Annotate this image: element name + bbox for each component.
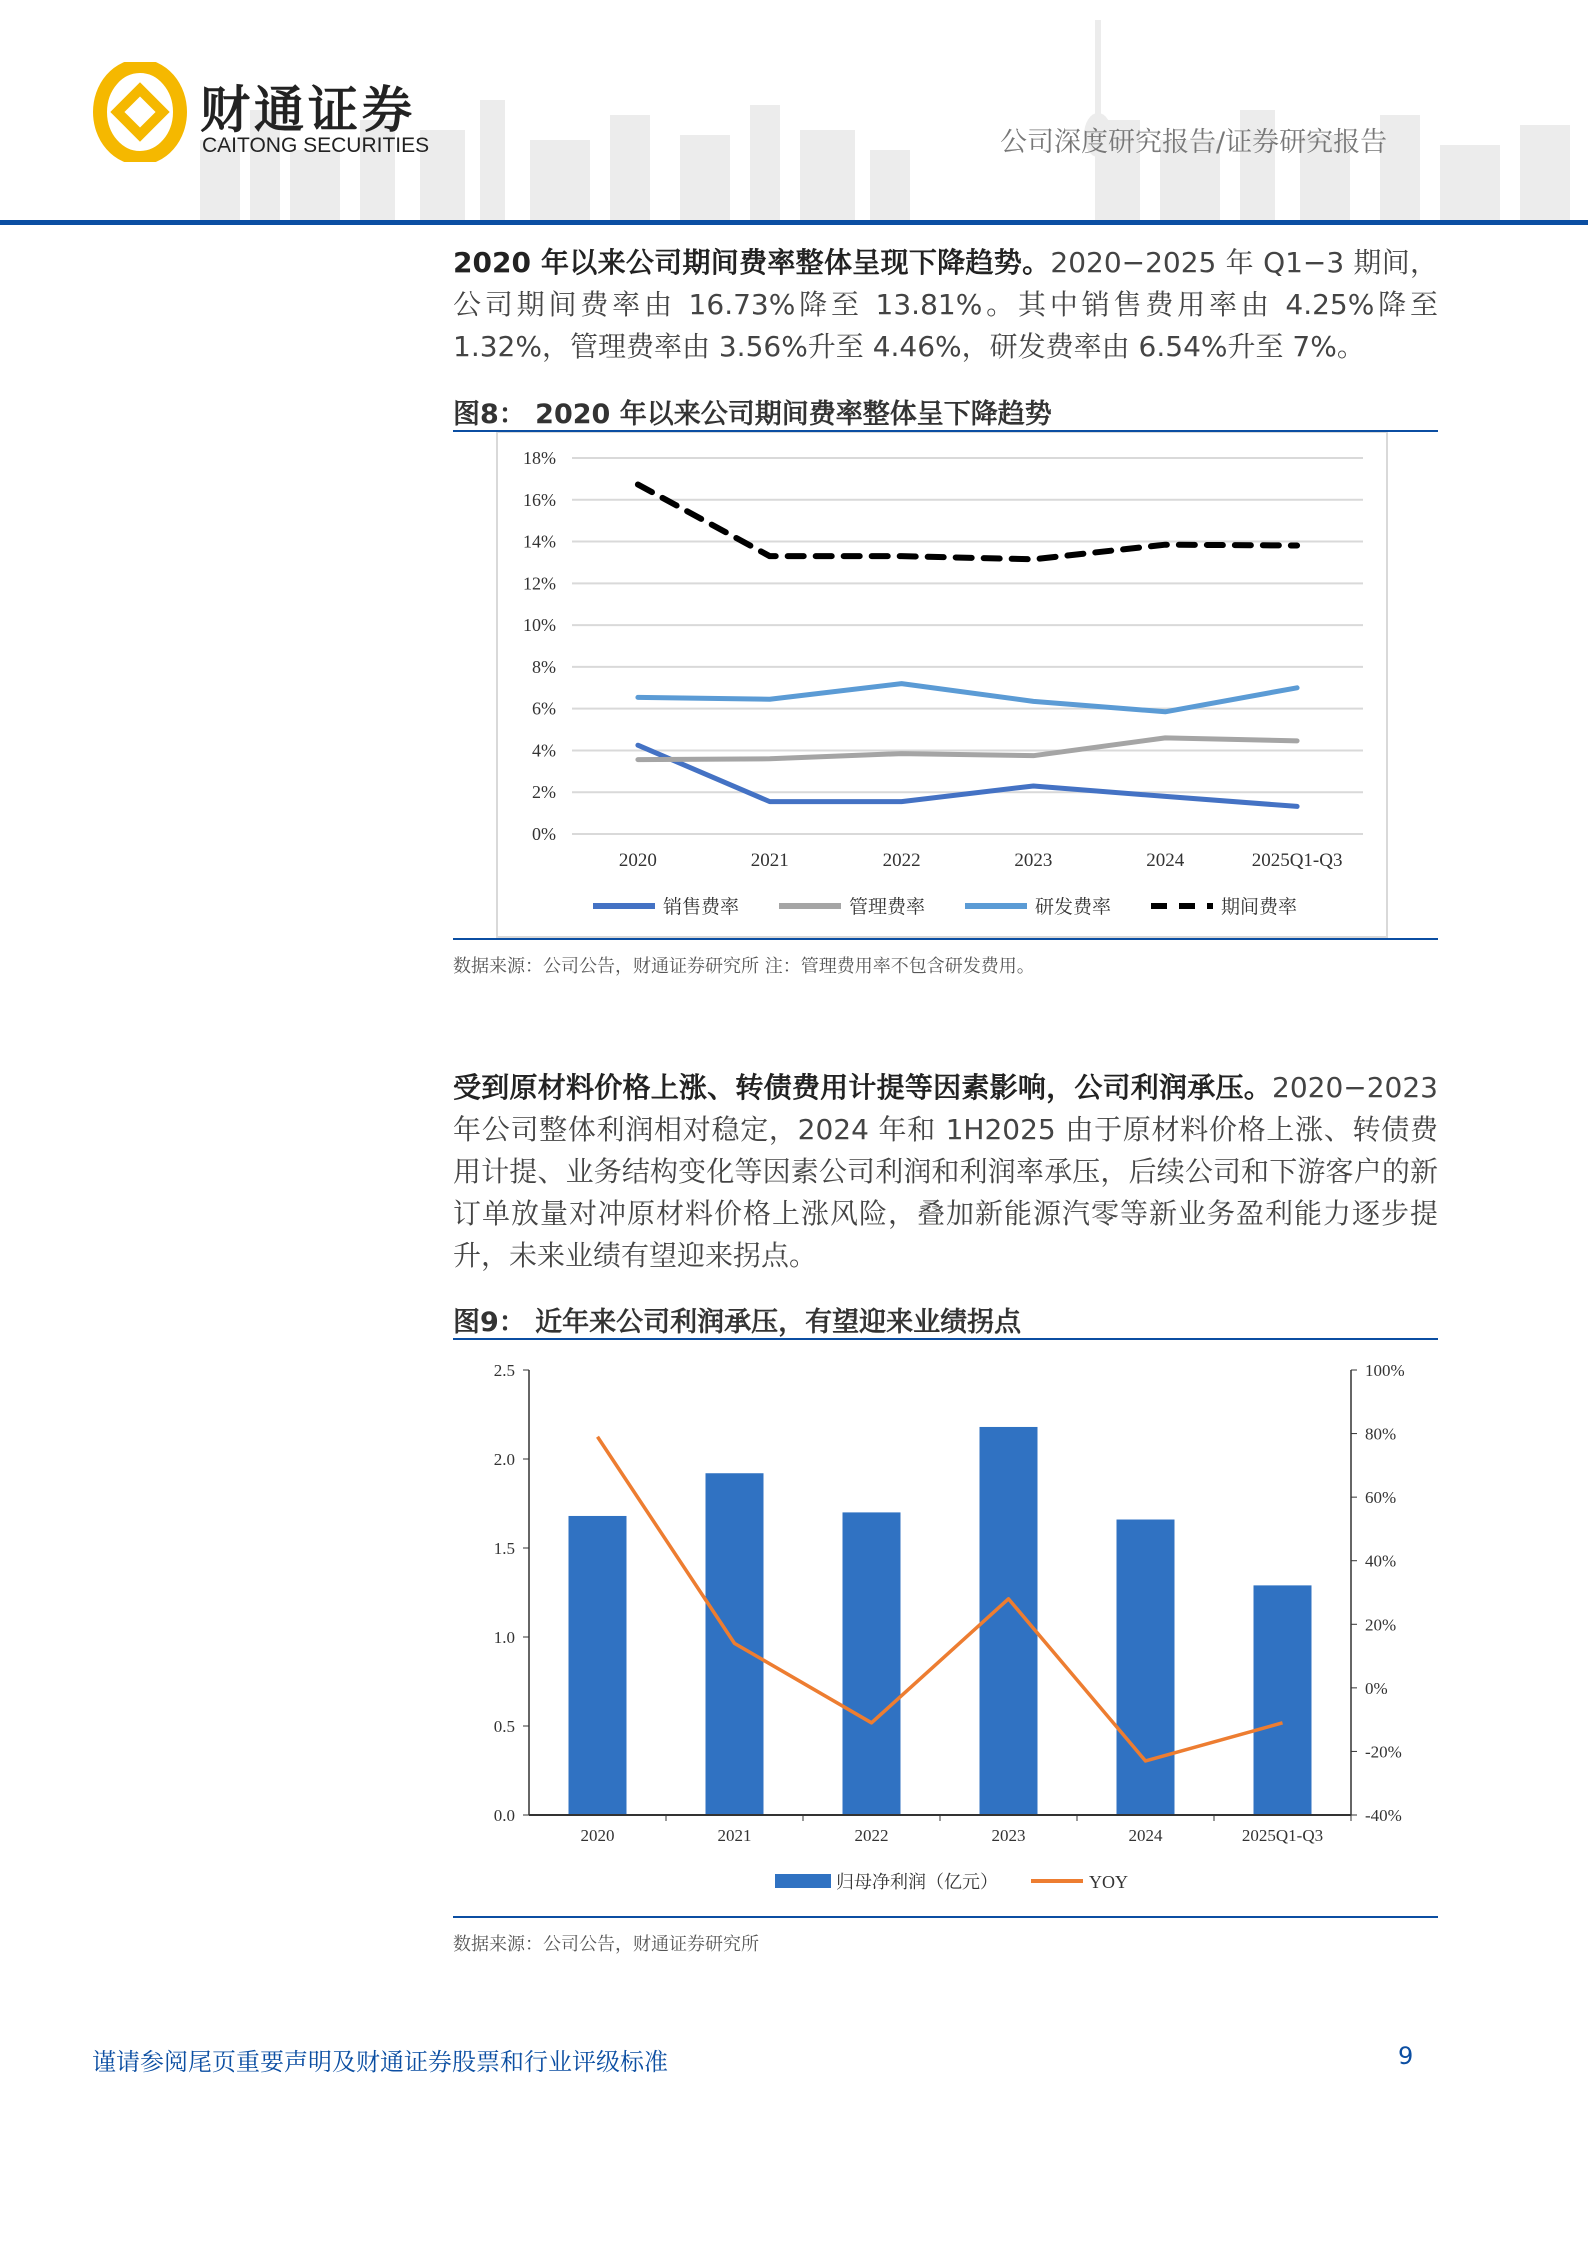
y2-tick-label: 60%	[1365, 1488, 1397, 1508]
figure-9-bottom-rule	[453, 1916, 1438, 1918]
header-divider	[0, 220, 1588, 225]
page-number: 9	[1398, 2042, 1414, 2070]
y2-tick-label: -40%	[1365, 1806, 1402, 1825]
x-tick-label: 2020	[580, 1826, 615, 1845]
paragraph-body: 2020−2025 年 Q1−3 期间，公司期间费率由 16.73%降至 13.81%。其中销售费用率由 4.25%降至 1.32%，管理费率由 3.56%升至 4.46%，研发费率由 6.54%升至 7%。	[453, 246, 1438, 363]
paragraph-lead: 受到原材料价格上涨、转债费用计提等因素影响，公司利润承压。	[453, 1071, 1273, 1104]
yoy-line	[598, 1437, 1283, 1761]
figure-9-source: 数据来源：公司公告，财通证券研究所	[453, 1934, 759, 1955]
x-tick-label: 2024	[1146, 850, 1185, 871]
y2-tick-label: 20%	[1365, 1615, 1397, 1635]
caitong-logo-icon	[90, 62, 190, 162]
paragraph-lead: 2020 年以来公司期间费率整体呈现下降趋势。	[453, 246, 1051, 279]
y-tick-label: 0%	[532, 824, 556, 844]
x-tick-label: 2025Q1-Q3	[1251, 850, 1343, 871]
y2-tick-label: 0%	[1365, 1678, 1388, 1698]
legend-label: 销售费率	[663, 897, 740, 918]
legend-label: 期间费率	[1221, 897, 1298, 918]
x-tick-label: 2022	[882, 850, 921, 871]
y-tick-label: 16%	[523, 489, 556, 510]
y2-tick-label: -20%	[1365, 1742, 1402, 1762]
x-tick-label: 2020	[618, 850, 657, 871]
legend-label: YOY	[1089, 1872, 1128, 1892]
bar	[843, 1512, 901, 1815]
y-tick-label: 8%	[532, 656, 556, 677]
figure-9-title: 图9： 近年来公司利润承压，有望迎来业绩拐点	[453, 1307, 1022, 1338]
x-tick-label: 2022	[854, 1826, 889, 1845]
x-tick-label: 2023	[991, 1826, 1026, 1845]
net-profit-bar-chart	[453, 1340, 1438, 1916]
paragraph-profit	[453, 1067, 1438, 1277]
x-tick-label: 2024	[1128, 1826, 1163, 1845]
y-tick-label: 2%	[532, 782, 556, 803]
x-tick-label: 2023	[1014, 850, 1053, 871]
figure-8-title: 图8： 2020 年以来公司期间费率整体呈下降趋势	[453, 399, 1052, 430]
logo-text-cn: 财通证券	[200, 80, 416, 139]
y-tick-label: 2.5	[493, 1361, 515, 1380]
expense-ratio-line-chart	[453, 432, 1438, 940]
y-tick-label: 6%	[532, 698, 556, 719]
paragraph-expense-ratio	[453, 242, 1438, 368]
legend-swatch-bar	[775, 1874, 831, 1888]
x-tick-label: 2021	[717, 1826, 752, 1845]
figure-8-bottom-rule	[453, 938, 1438, 940]
paragraph-body: 2020−2023 年公司整体利润相对稳定，2024 年和 1H2025 由于原材料价格上涨、转债费用计提、业务结构变化等因素公司利润和利润率承压，后续公司和下游客户的新订单放量对冲原材料价格上涨风险，叠加新能源汽零等新业务盈利能力逐步提升，未来业绩有望迎来拐点。	[453, 1071, 1438, 1272]
disclaimer-link[interactable]: 谨请参阅尾页重要声明及财通证券股票和行业评级标准	[92, 2048, 668, 2076]
figure-8-source: 数据来源：公司公告，财通证券研究所 注：管理费用率不包含研发费用。	[453, 956, 1035, 977]
bar	[1117, 1520, 1175, 1815]
report-type: 公司深度研究报告/证券研究报告	[1000, 127, 1388, 158]
y-tick-label: 1.5	[493, 1539, 515, 1558]
legend-label: 归母净利润（亿元）	[836, 1872, 998, 1892]
y-tick-label: 2.0	[493, 1450, 515, 1469]
logo-text-en: CAITONG SECURITIES	[202, 134, 430, 157]
y2-tick-label: 80%	[1365, 1424, 1397, 1444]
y-tick-label: 4%	[532, 740, 556, 761]
y-tick-label: 12%	[523, 573, 556, 594]
y-tick-label: 0.5	[493, 1717, 515, 1736]
y2-tick-label: 100%	[1365, 1361, 1405, 1380]
y-tick-label: 0.0	[493, 1806, 515, 1825]
y2-tick-label: 40%	[1365, 1551, 1397, 1571]
y-tick-label: 10%	[523, 615, 556, 636]
bar	[1254, 1585, 1312, 1815]
x-tick-label: 2021	[750, 850, 789, 871]
legend-label: 研发费率	[1035, 897, 1112, 918]
bar	[569, 1516, 627, 1815]
x-tick-label: 2025Q1-Q3	[1241, 1826, 1324, 1845]
y-tick-label: 1.0	[493, 1628, 515, 1647]
y-tick-label: 14%	[523, 531, 556, 552]
legend-label: 管理费率	[849, 897, 926, 918]
y-tick-label: 18%	[523, 448, 556, 468]
